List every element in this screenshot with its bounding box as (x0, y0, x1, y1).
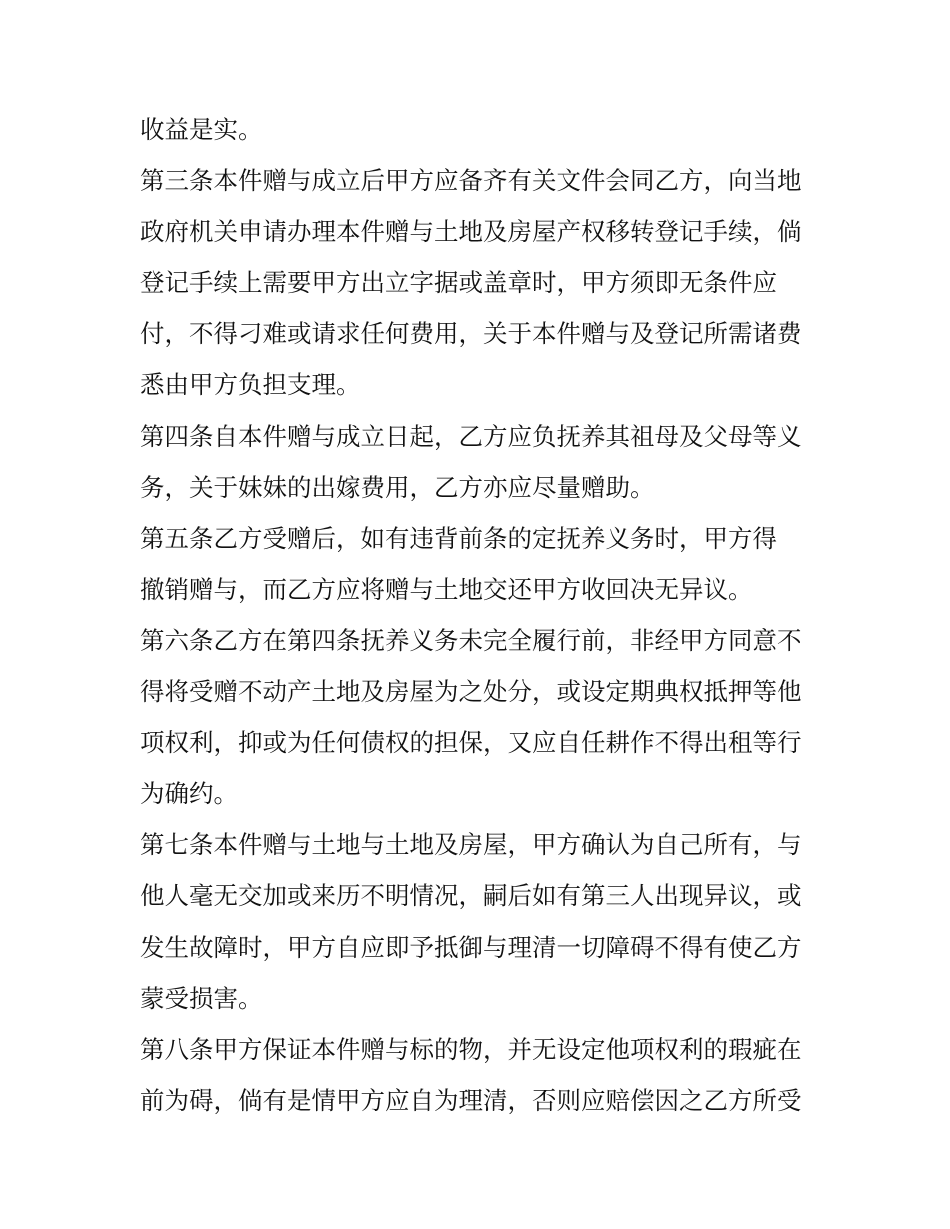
text-line: 前为碍，倘有是情甲方应自为理清，否则应赔偿因之乙方所受 (140, 1085, 802, 1115)
text-line: 收益是实。 (140, 115, 263, 144)
text-line: 第三条本件赠与成立后甲方应备齐有关文件会同乙方，向当地 (140, 166, 802, 196)
text-line: 登记手续上需要甲方出立字据或盖章时，甲方须即无条件应 (140, 268, 777, 298)
text-line: 第七条本件赠与土地与土地及房屋，甲方确认为自己所有，与 (140, 830, 802, 860)
text-line: 付，不得刁难或请求任何费用，关于本件赠与及登记所需诸费 (140, 319, 802, 349)
text-line: 第五条乙方受赠后，如有违背前条的定抚养义务时，甲方得 (140, 523, 777, 553)
text-line: 蒙受损害。 (140, 983, 263, 1013)
text-line: 政府机关申请办理本件赠与土地及房屋产权移转登记手续，倘 (140, 217, 802, 247)
text-line: 项权利，抑或为任何债权的担保，又应自任耕作不得出租等行 (140, 728, 802, 758)
text-line: 第六条乙方在第四条抚养义务未完全履行前，非经甲方同意不 (140, 625, 802, 655)
text-line: 得将受赠不动产土地及房屋为之处分，或设定期典权抵押等他 (140, 677, 802, 707)
text-line: 他人毫无交加或来历不明情况，嗣后如有第三人出现异议，或 (140, 881, 802, 911)
text-line: 撤销赠与，而乙方应将赠与土地交还甲方收回决无异议。 (140, 574, 753, 604)
text-line: 务，关于妹妹的出嫁费用，乙方亦应尽量赠助。 (140, 472, 655, 502)
text-line: 悉由甲方负担支理。 (140, 370, 361, 400)
text-line: 为确约。 (140, 779, 238, 809)
text-line: 发生故障时，甲方自应即予抵御与理清一切障碍不得有使乙方 (140, 932, 802, 962)
document-body (140, 104, 820, 1126)
text-line: 第八条甲方保证本件赠与标的物，并无设定他项权利的瑕疵在 (140, 1034, 802, 1064)
text-line: 第四条自本件赠与成立日起，乙方应负抚养其祖母及父母等义 (140, 421, 802, 451)
